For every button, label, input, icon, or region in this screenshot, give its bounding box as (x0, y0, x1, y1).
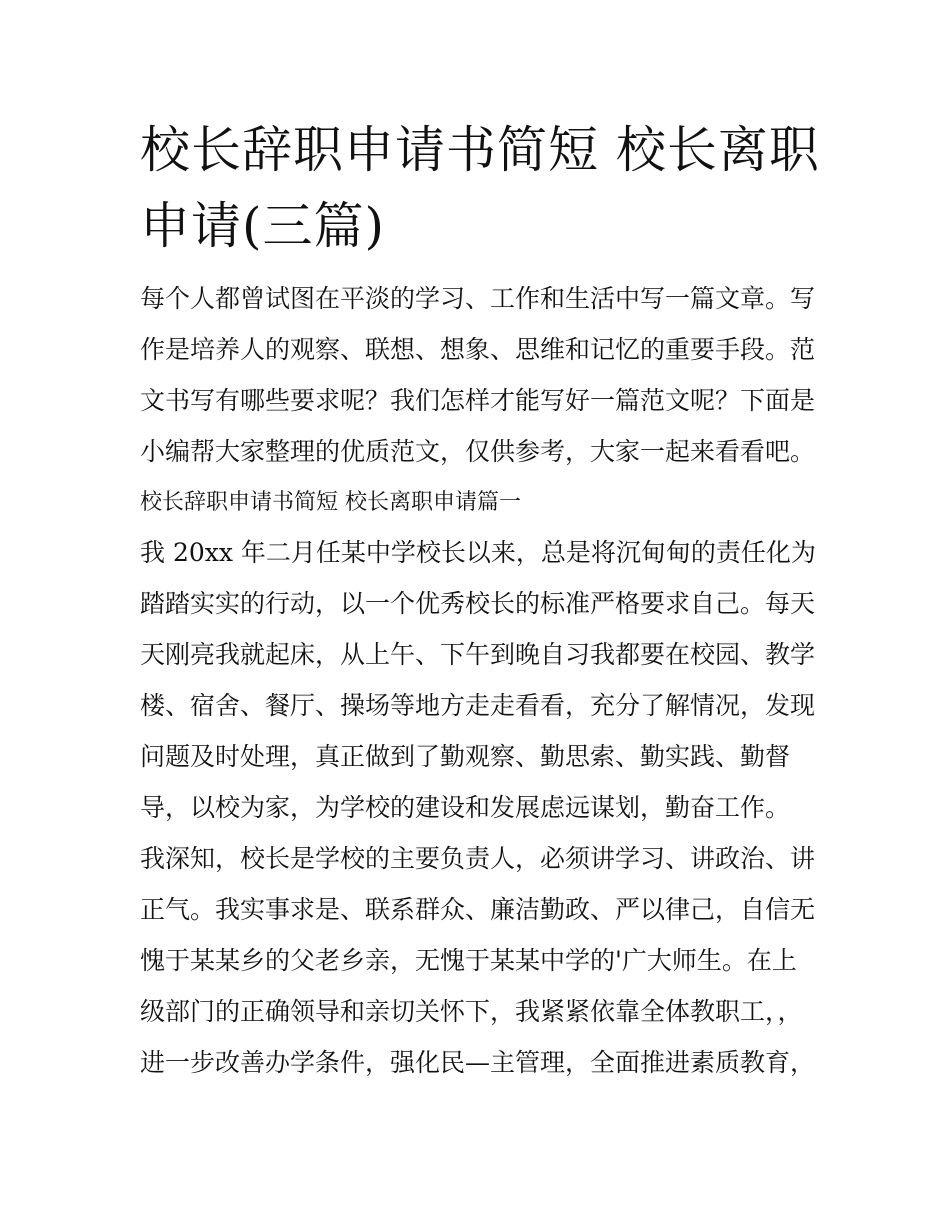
title-line-1: 校长辞职申请书简短 校长离职 (140, 121, 820, 179)
section-heading: 校长辞职申请书简短 校长离职申请篇一 (140, 490, 521, 515)
body-line-8: 正气。我实事求是、联系群众、廉洁勤政、严以律己，自信无 (140, 895, 816, 924)
title-line-2: 申请(三篇) (140, 197, 386, 255)
body-line-10: 级部门的正确领导和亲切关怀下，我紧紧依靠全体教职工，， (140, 997, 803, 1026)
document-title (140, 112, 820, 264)
intro-line-1: 每个人都曾试图在平淡的学习、工作和生活中写一篇文章。写 (140, 284, 816, 313)
body-line-11: 进一步改善办学条件，强化民—主管理，全面推进素质教育， (140, 1048, 816, 1077)
body-line-9: 愧于某某乡的父老乡亲，无愧于某某中学的'广大师生。在上 (140, 946, 797, 975)
body-line-4: 楼、宿舍、餐厅、操场等地方走走看看，充分了解情况，发现 (140, 691, 816, 720)
body-line-6: 导，以校为家，为学校的建设和发展虑远谋划，勤奋工作。 (140, 793, 791, 822)
body-line-2: 踏踏实实的行动，以一个优秀校长的标准严格要求自己。每天 (140, 589, 816, 618)
body-line-5: 问题及时处理，真正做到了勤观察、勤思索、勤实践、勤督 (140, 742, 791, 771)
intro-line-3: 文书写有哪些要求呢？我们怎样才能写好一篇范文呢？下面是 (140, 386, 816, 415)
intro-line-2: 作是培养人的观察、联想、想象、思维和记忆的重要手段。范 (140, 335, 816, 364)
body-line-1: 我 20xx 年二月任某中学校长以来，总是将沉甸甸的责任化为 (140, 538, 816, 567)
body-line-7: 我深知，校长是学校的主要负责人，必须讲学习、讲政治、讲 (140, 844, 816, 873)
intro-line-4: 小编帮大家整理的优质范文，仅供参考，大家一起来看看吧。 (140, 437, 816, 466)
body-line-3: 天刚亮我就起床，从上午、下午到晚自习我都要在校园、教学 (140, 640, 816, 669)
